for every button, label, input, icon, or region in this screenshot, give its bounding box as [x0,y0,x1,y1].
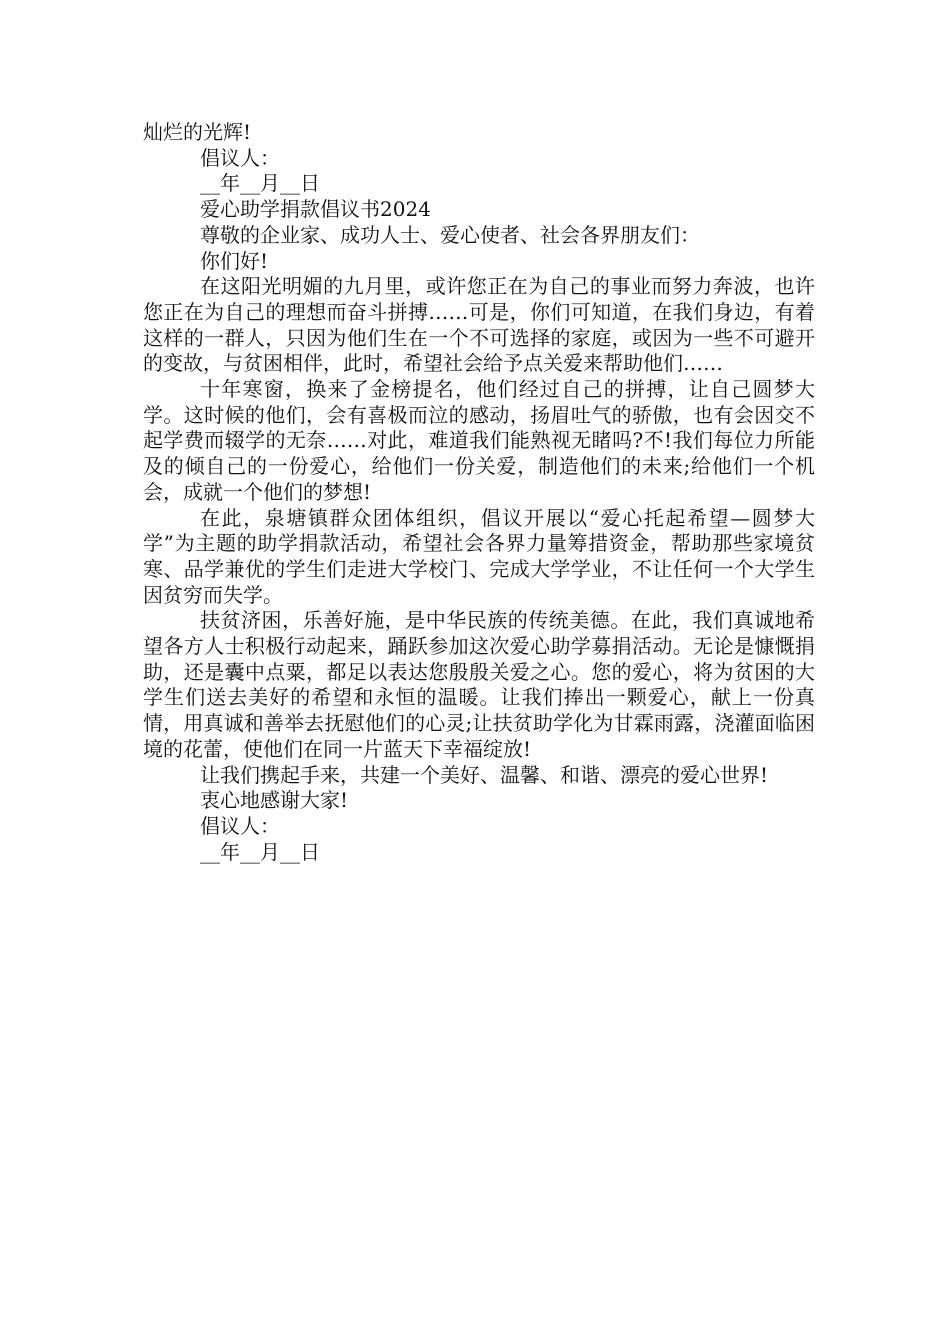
signer-label-top: 倡议人： [200,145,280,170]
paragraph-1: 在这阳光明媚的九月里，或许您正在为自己的事业而努力奔波，也许您正在为自己的理想而奋斗拼搏……可是，你们可知道，在我们身边，有着这样的一群人，只因为他们生在一个不可选择的家庭，或因为一些不可避开的变故，与贫困相伴，此时，希望社会给予点关爱来帮助他们…… [143,274,815,376]
paragraph-3: 在此，泉塘镇群众团体组织，倡议开展以“爱心托起希望—圆梦大学”为主题的助学捐款活动，希望社会各界力量筹措资金，帮助那些家境贫寒、品学兼优的学生们走进大学校门、完成大学学业，不让任何一个大学生因贫穷而失学。 [143,505,815,607]
signer-label: 倡议人： [200,813,280,838]
paragraph-2: 十年寒窗，换来了金榜提名，他们经过自己的拼搏，让自己圆梦大学。这时候的他们，会有喜极而泣的感动，扬眉吐气的骄傲，也有会因交不起学费而辍学的无奈……对此，难道我们能熟视无睹吗?不!我们每位力所能及的倾自己的一份爱心，给他们一份关爱，制造他们的未来;给他们一个机会，成就一个他们的梦想! [143,377,815,504]
paragraph-4: 扶贫济困，乐善好施，是中华民族的传统美德。在此，我们真诚地希望各方人士积极行动起来，踊跃参加这次爱心助学募捐活动。无论是慷慨捐助，还是囊中点粟，都足以表达您殷殷关爱之心。您的爱心，将为贫困的大学生们送去美好的希望和永恒的温暖。让我们捧出一颗爱心，献上一份真情，用真诚和善举去抚慰他们的心灵;让扶贫助学化为甘霖雨露，浇灌面临困境的花蕾，使他们在同一片蓝天下幸福绽放! [143,608,815,761]
date-line: __年__月__日 [200,839,320,864]
greeting: 你们好! [200,248,269,273]
date-line-top: __年__月__日 [200,171,320,196]
document-page [143,120,815,865]
letter-title: 爱心助学捐款倡议书2024 [200,197,431,222]
continued-line: 灿烂的光辉! [143,120,252,144]
salutation: 尊敬的企业家、成功人士、爱心使者、社会各界朋友们： [200,222,700,247]
paragraph-5: 让我们携起手来，共建一个美好、温馨、和谐、漂亮的爱心世界! [200,762,769,787]
thanks-line: 衷心地感谢大家! [200,788,349,813]
